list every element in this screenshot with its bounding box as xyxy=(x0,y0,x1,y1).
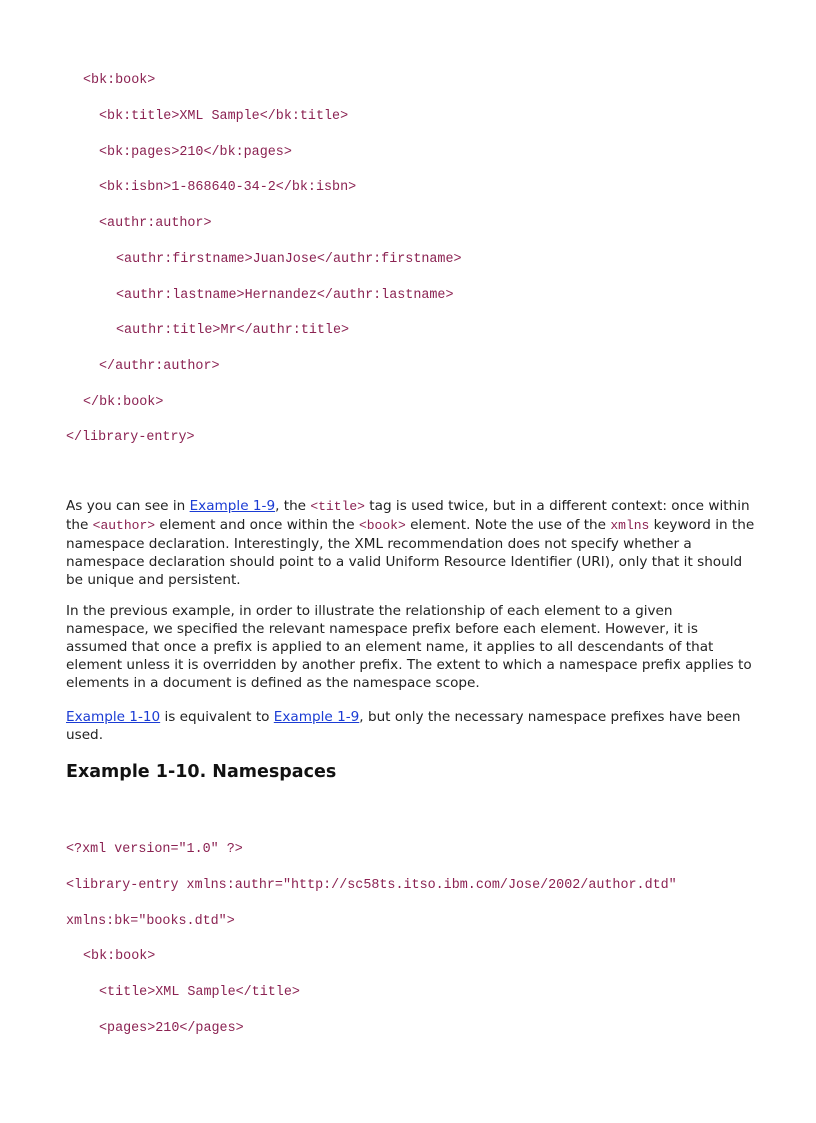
code-line: </library-entry> xyxy=(66,430,195,445)
code-line: <bk:pages>210</bk:pages> xyxy=(99,145,292,160)
paragraph-equivalence xyxy=(66,708,756,744)
paragraph-text: element. Note the use of the xyxy=(405,517,611,533)
code-line: <authr:title>Mr</authr:title> xyxy=(116,323,350,338)
code-line: <library-entry xmlns:authr="http://sc58ts.itso.ibm.com/Jose/2002/author.dtd" xyxy=(66,878,677,893)
inline-code-book: <book> xyxy=(358,518,406,533)
code-line: </authr:author> xyxy=(99,359,220,374)
code-line: <authr:firstname>JuanJose</authr:firstname> xyxy=(116,252,462,267)
example-1-9-link[interactable]: Example 1-9 xyxy=(189,498,276,514)
example-1-9-link[interactable]: Example 1-9 xyxy=(273,709,360,725)
code-line: xmlns:bk="books.dtd"> xyxy=(66,914,235,929)
example-1-10-link[interactable]: Example 1-10 xyxy=(66,709,161,725)
code-line: <bk:book> xyxy=(83,949,156,964)
paragraph-text: , the xyxy=(275,498,311,514)
paragraph-text: is equivalent to xyxy=(160,709,274,725)
paragraph-namespace-scope: In the previous example, in order to illustrate the relationship of each element to a given namespace, we specified the relevant namespace prefix before each element. However, it is assumed that once a prefix is applied to an element name, it applies to all descendants of that element unless it is overridden by another prefix. The extent to which a namespace prefix applies to elements in a document is defined as the namespace scope. xyxy=(66,603,752,691)
paragraph-text: As you can see in xyxy=(66,498,190,514)
code-line: <bk:isbn>1-868640-34-2</bk:isbn> xyxy=(99,180,357,195)
code-line: </bk:book> xyxy=(83,395,164,410)
inline-code-title: <title> xyxy=(310,499,365,514)
paragraph-text: tag is used twice, but in a different context: once within the xyxy=(66,498,750,533)
paragraph-namespace-context xyxy=(66,497,756,589)
paragraph-text: , but only the necessary namespace prefixes have been used. xyxy=(66,709,741,743)
code-line: <bk:book> xyxy=(83,73,156,88)
inline-code-author: <author> xyxy=(92,518,156,533)
code-line: <title>XML Sample</title> xyxy=(99,985,300,1000)
paragraph-text: keyword in the namespace declaration. Interestingly, the XML recommendation does not specify whether a namespace declaration should point to a valid Uniform Resource Identifier (URI), only that it should be unique and persistent. xyxy=(66,517,755,588)
paragraph-text: element and once within the xyxy=(155,517,359,533)
inline-code-xmlns: xmlns xyxy=(610,518,650,533)
code-line: <authr:author> xyxy=(99,216,212,231)
example-heading: Example 1-10. Namespaces xyxy=(66,762,337,782)
code-line: <authr:lastname>Hernandez</authr:lastname> xyxy=(116,288,454,303)
code-line: <?xml version="1.0" ?> xyxy=(66,842,243,857)
code-line: <bk:title>XML Sample</bk:title> xyxy=(99,109,349,124)
code-line: <pages>210</pages> xyxy=(99,1021,244,1036)
